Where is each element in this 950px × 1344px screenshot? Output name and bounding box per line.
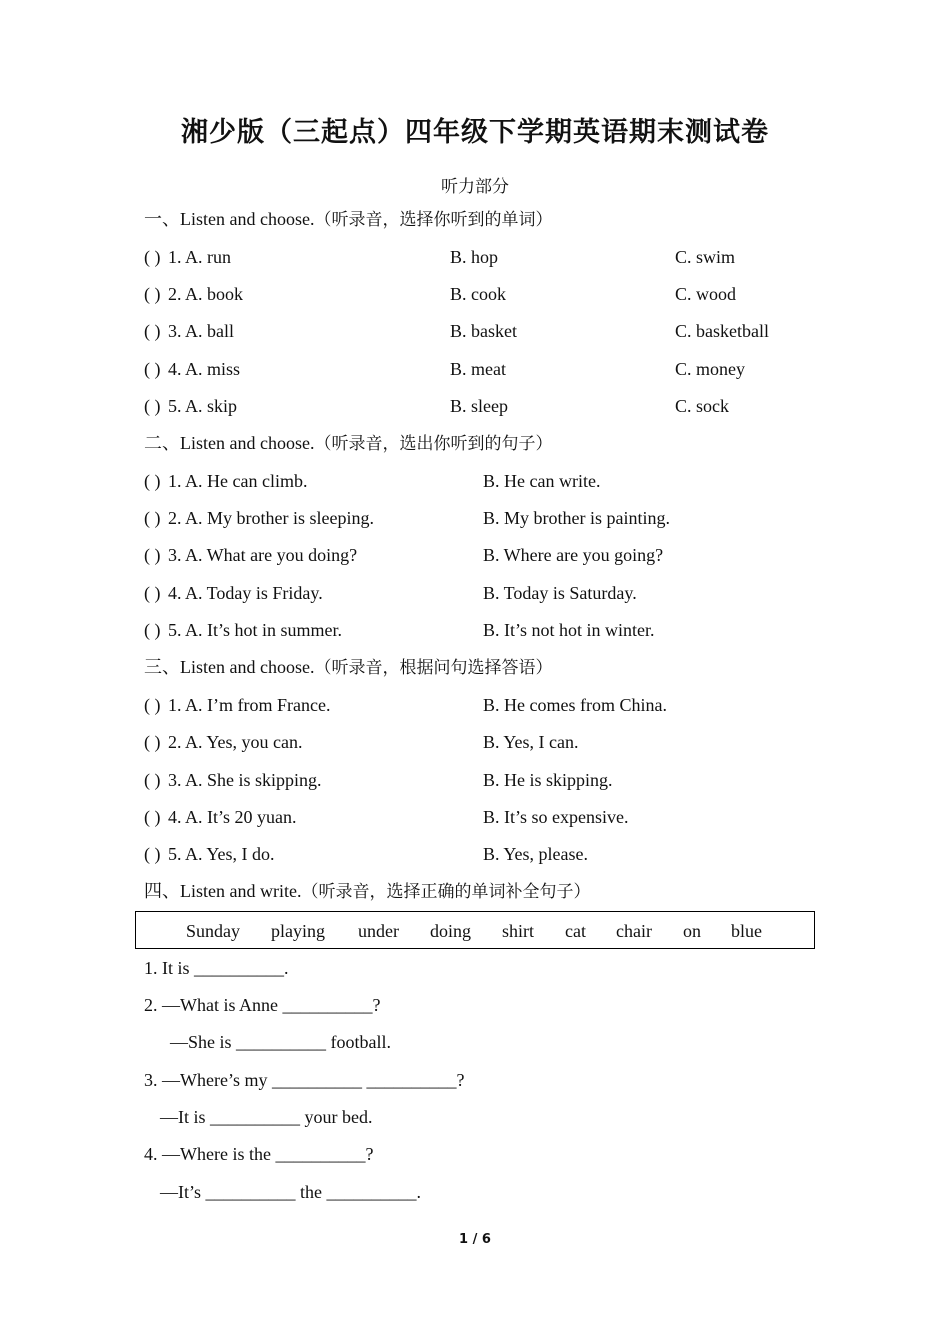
page-title: 湘少版（三起点）四年级下学期英语期末测试卷 [181, 117, 769, 148]
option-c: C. sock [675, 396, 729, 416]
answer-blank: ( ) [144, 321, 161, 341]
section-heading-cn: （听录音，选择正确的单词补全句子） [301, 882, 591, 902]
option-a: 3. A. ball [168, 321, 234, 341]
fill-line: —It’s __________ the __________. [160, 1182, 421, 1202]
section-heading-cn: （听录音，根据问句选择答语） [314, 658, 553, 678]
section-1-heading [144, 207, 552, 231]
question-row [144, 768, 844, 792]
answer-blank: ( ) [144, 620, 161, 640]
fill-line: 4. —Where is the __________? [144, 1144, 374, 1164]
word-bank-item: Sunday [186, 921, 240, 941]
fill-line: —It is __________ your bed. [160, 1107, 373, 1127]
option-b: B. He is skipping. [483, 770, 613, 790]
answer-blank: ( ) [144, 545, 161, 565]
answer-blank: ( ) [144, 583, 161, 603]
word-bank-item: chair [616, 921, 652, 941]
question-row [144, 282, 844, 306]
question-row [144, 618, 844, 642]
option-a: 5. A. skip [168, 396, 238, 416]
option-b: B. hop [450, 247, 499, 267]
option-a: 2. A. book [168, 284, 244, 304]
question-row [144, 693, 844, 717]
answer-blank: ( ) [144, 396, 161, 416]
question-row [144, 543, 844, 567]
fill-line: 1. It is __________. [144, 958, 289, 978]
option-b: B. He can write. [483, 471, 601, 491]
fill-line: 2. —What is Anne __________? [144, 995, 381, 1015]
word-bank-item: playing [271, 921, 325, 941]
option-b: B. sleep [450, 396, 508, 416]
answer-blank: ( ) [144, 247, 161, 267]
option-a: 5. A. Yes, I do. [168, 844, 275, 864]
option-b: B. My brother is painting. [483, 508, 670, 528]
option-a: 4. A. Today is Friday. [168, 583, 323, 603]
answer-blank: ( ) [144, 695, 161, 715]
question-row [144, 842, 844, 866]
answer-blank: ( ) [144, 359, 161, 379]
answer-blank: ( ) [144, 807, 161, 827]
section-heading-cn: （听录音，选择你听到的单词） [314, 210, 553, 230]
option-b: B. He comes from China. [483, 695, 667, 715]
answer-blank: ( ) [144, 770, 161, 790]
word-bank-item: doing [430, 921, 472, 941]
option-a: 1. A. I’m from France. [168, 695, 331, 715]
fill-line: —She is __________ football. [170, 1032, 391, 1052]
answer-blank: ( ) [144, 508, 161, 528]
option-a: 5. A. It’s hot in summer. [168, 620, 343, 640]
word-bank-item: shirt [502, 921, 535, 941]
question-row [144, 357, 844, 381]
section-heading-en: 三、Listen and choose. [144, 657, 315, 677]
section-4-heading [144, 879, 590, 903]
option-b: B. It’s so expensive. [483, 807, 629, 827]
answer-blank: ( ) [144, 471, 161, 491]
question-row [144, 581, 844, 605]
option-b: B. basket [450, 321, 517, 341]
word-bank-item: blue [731, 921, 762, 941]
answer-blank: ( ) [144, 732, 161, 752]
option-b: B. cook [450, 284, 506, 304]
section-2-heading [144, 431, 552, 455]
question-row [144, 506, 844, 530]
option-b: B. Where are you going? [483, 545, 664, 565]
fill-line: 3. —Where’s my __________ __________? [144, 1070, 465, 1090]
option-a: 3. A. What are you doing? [168, 545, 358, 565]
word-bank-item: under [358, 921, 399, 941]
option-b: B. It’s not hot in winter. [483, 620, 655, 640]
question-row [144, 805, 844, 829]
option-a: 2. A. My brother is sleeping. [168, 508, 374, 528]
page-number: 1 / 6 [459, 1232, 491, 1247]
option-a: 3. A. She is skipping. [168, 770, 322, 790]
section-heading-en: 一、Listen and choose. [144, 209, 315, 229]
question-row [144, 469, 844, 493]
option-b: B. Yes, please. [483, 844, 589, 864]
page-subtitle: 听力部分 [441, 177, 509, 197]
option-c: C. wood [675, 284, 737, 304]
option-a: 1. A. run [168, 247, 231, 267]
option-b: B. Today is Saturday. [483, 583, 637, 603]
word-bank-item: cat [565, 921, 586, 941]
section-heading-en: 二、Listen and choose. [144, 433, 315, 453]
question-row [144, 319, 844, 343]
option-b: B. meat [450, 359, 506, 379]
question-row [144, 245, 844, 269]
question-row [144, 730, 844, 754]
answer-blank: ( ) [144, 284, 161, 304]
section-heading-en: 四、Listen and write. [144, 881, 302, 901]
word-bank-box [135, 911, 815, 949]
option-c: C. swim [675, 247, 736, 267]
section-heading-cn: （听录音，选出你听到的句子） [314, 434, 553, 454]
option-c: C. basketball [675, 321, 769, 341]
option-a: 1. A. He can climb. [168, 471, 308, 491]
option-c: C. money [675, 359, 745, 379]
answer-blank: ( ) [144, 844, 161, 864]
option-b: B. Yes, I can. [483, 732, 579, 752]
section-3-heading [144, 655, 552, 679]
option-a: 4. A. miss [168, 359, 241, 379]
word-bank-item: on [683, 921, 701, 941]
option-a: 4. A. It’s 20 yuan. [168, 807, 297, 827]
question-row [144, 394, 844, 418]
option-a: 2. A. Yes, you can. [168, 732, 303, 752]
